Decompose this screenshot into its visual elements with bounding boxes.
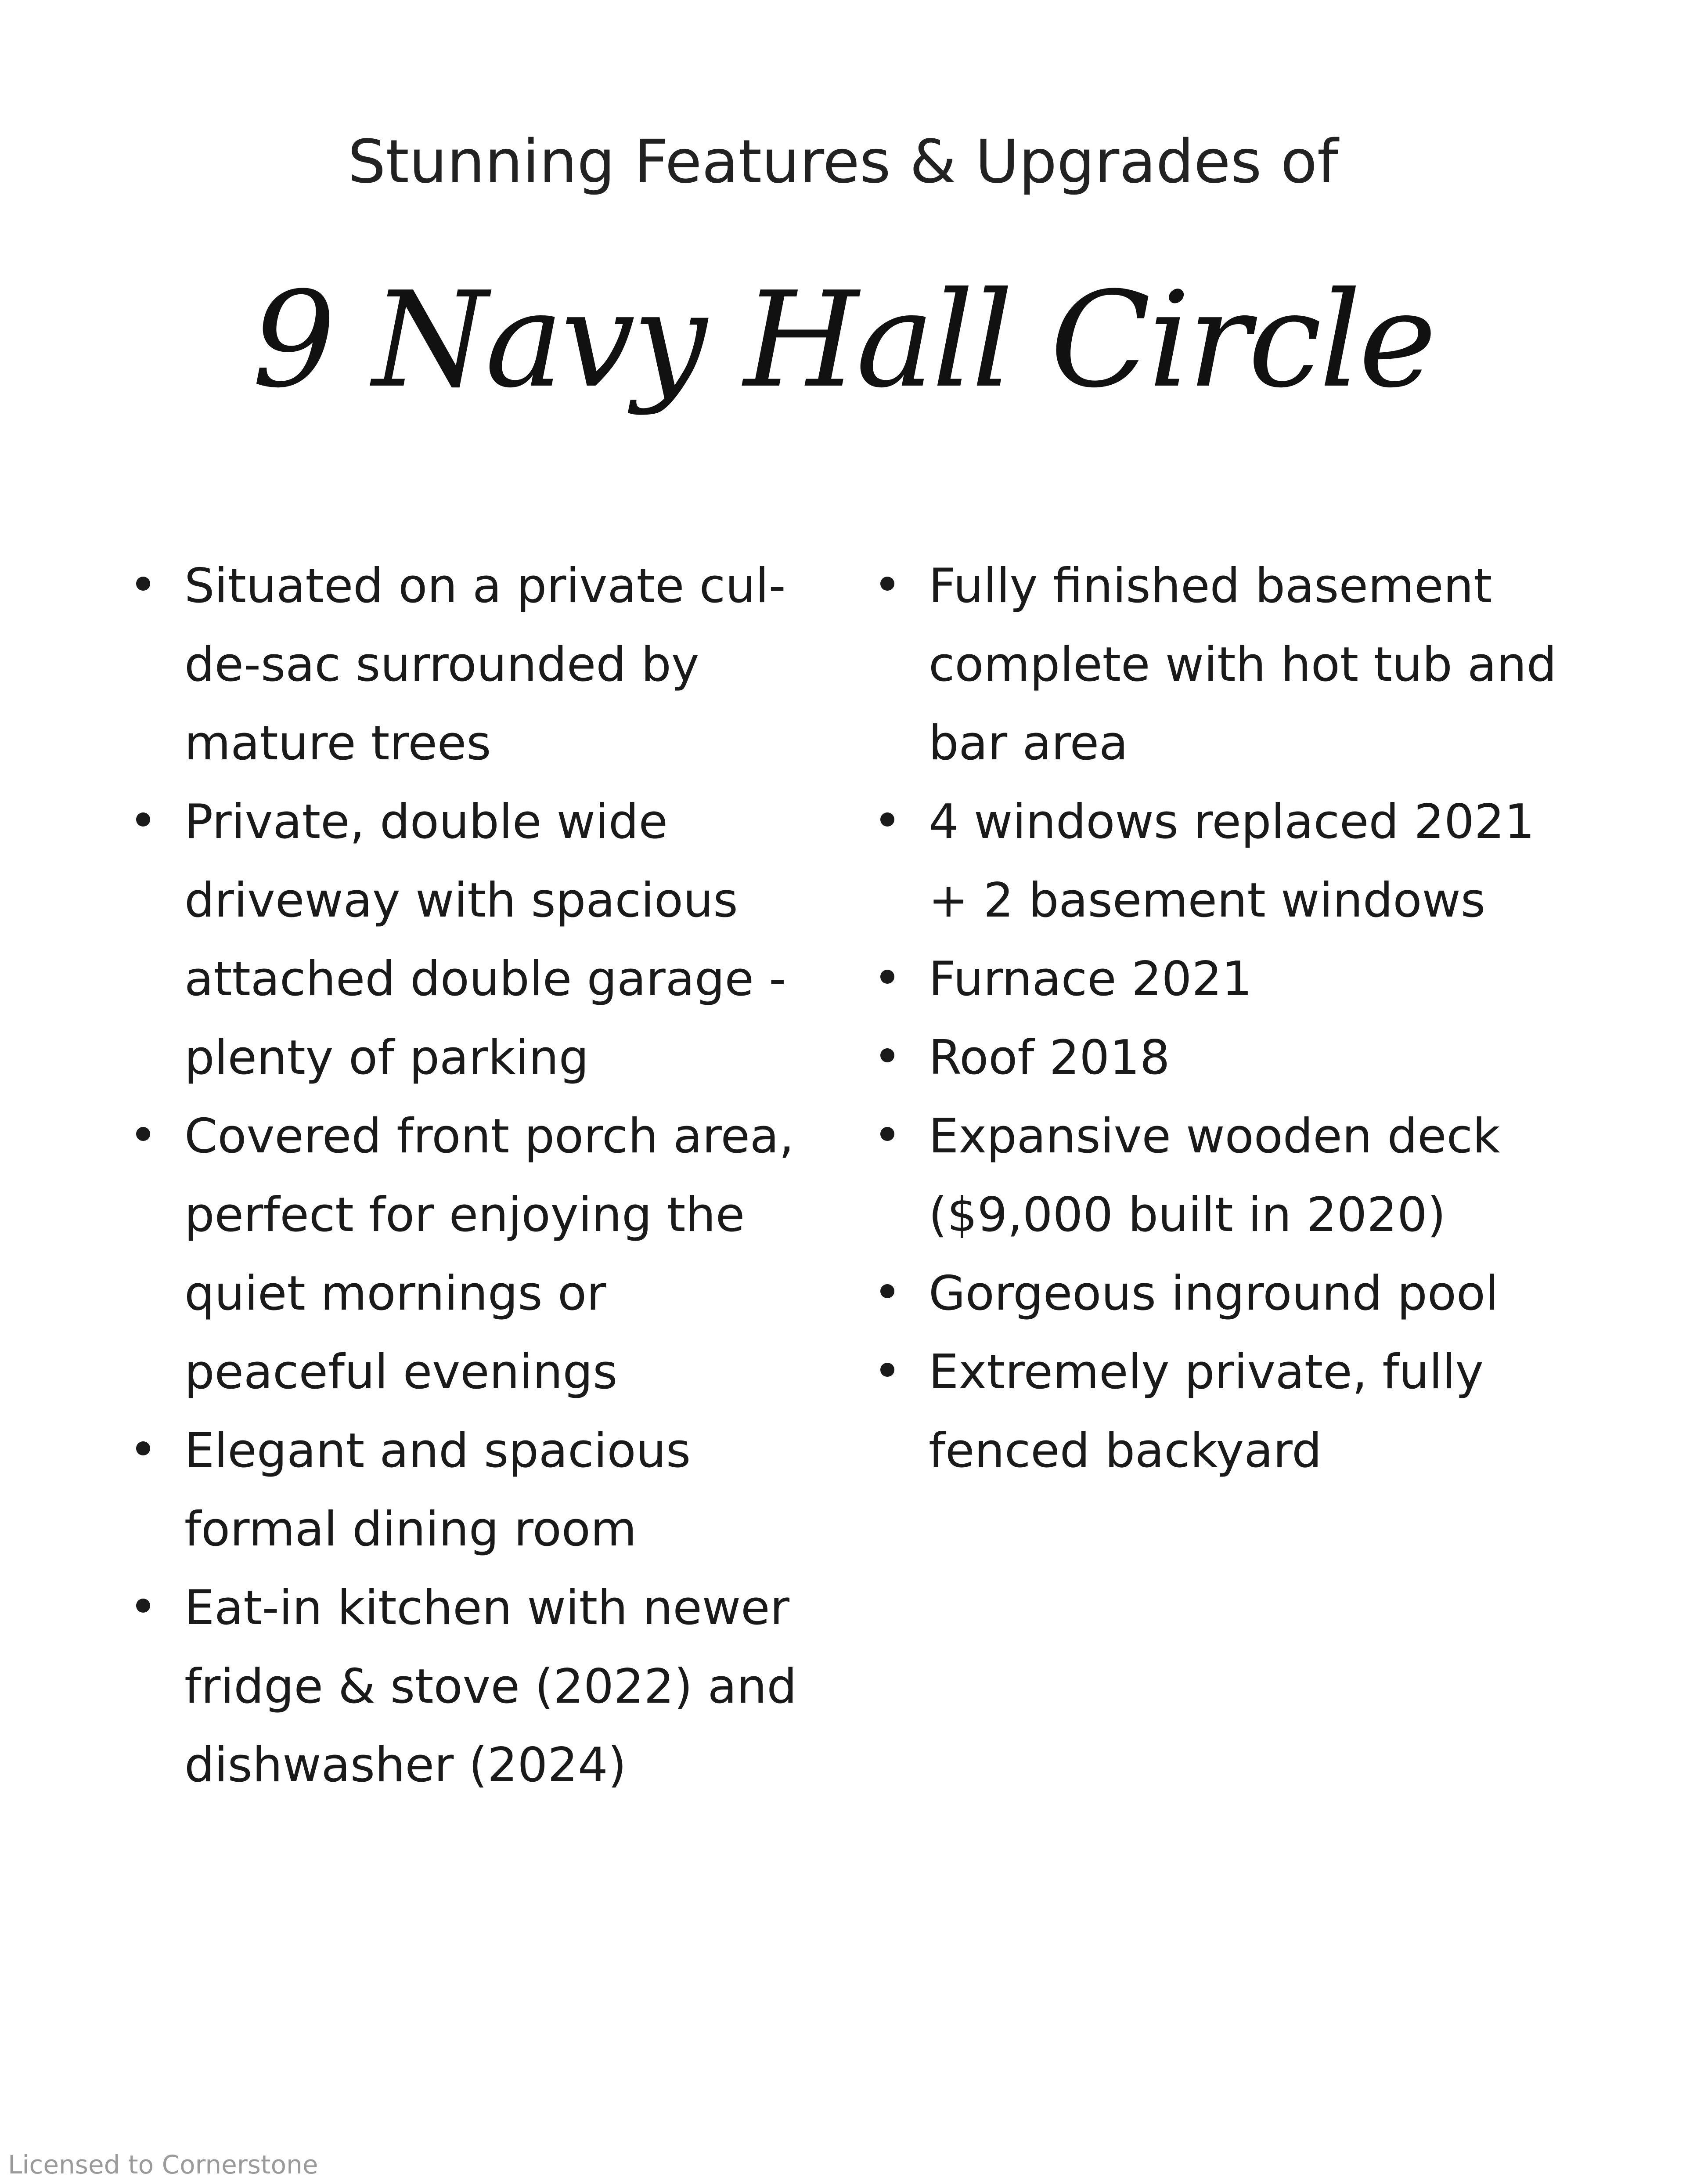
feature-text: Furnace 2021 — [929, 952, 1252, 1007]
feature-item — [876, 547, 1649, 783]
feature-item — [132, 1097, 852, 1411]
feature-item — [876, 1097, 1649, 1254]
bullet-icon — [136, 1127, 150, 1141]
page-title: 9 Navy Hall Circle — [252, 264, 1434, 417]
feature-text: Covered front porch area, perfect for enjoying the quiet mornings or peaceful evenings — [184, 1109, 794, 1400]
feature-text: Expansive wooden deck ($9,000 built in 2020) — [929, 1109, 1500, 1242]
feature-text: Elegant and spacious formal dining room — [184, 1423, 691, 1557]
bullet-icon — [880, 1284, 894, 1298]
feature-text: Private, double wide driveway with spacious attached double garage - plenty of parking — [184, 794, 786, 1085]
bullet-icon — [880, 1048, 894, 1062]
bullet-icon — [880, 1127, 894, 1141]
bullet-icon — [880, 970, 894, 984]
feature-text: Roof 2018 — [929, 1030, 1170, 1085]
bullet-icon — [880, 577, 894, 591]
feature-item — [876, 1333, 1649, 1490]
features-list-left — [132, 547, 852, 1805]
feature-item — [876, 1018, 1649, 1097]
feature-item — [132, 783, 852, 1097]
bullet-icon — [136, 812, 150, 827]
bullet-icon — [880, 1363, 894, 1377]
bullet-icon — [136, 1599, 150, 1613]
feature-item — [876, 940, 1649, 1018]
features-list-right — [876, 547, 1649, 1490]
feature-text: Situated on a private cul- de-sac surrounded by mature trees — [184, 559, 786, 771]
feature-item — [132, 547, 852, 783]
page-subtitle: Stunning Features & Upgrades of — [348, 127, 1338, 197]
feature-item — [876, 1254, 1649, 1333]
feature-text: 4 windows replaced 2021 + 2 basement windows — [929, 794, 1535, 928]
feature-item — [876, 783, 1649, 940]
bullet-icon — [136, 577, 150, 591]
feature-item — [132, 1411, 852, 1569]
feature-item — [132, 1569, 852, 1805]
feature-text: Eat-in kitchen with newer fridge & stove (2022) and dishwasher (2024) — [184, 1581, 797, 1793]
bullet-icon — [880, 812, 894, 827]
license-watermark: Licensed to Cornerstone — [8, 2150, 318, 2180]
feature-text: Gorgeous inground pool — [929, 1266, 1499, 1321]
feature-text: Fully finished basement complete with hot tub and bar area — [929, 559, 1557, 771]
bullet-icon — [136, 1441, 150, 1455]
feature-text: Extremely private, fully fenced backyard — [929, 1345, 1484, 1478]
